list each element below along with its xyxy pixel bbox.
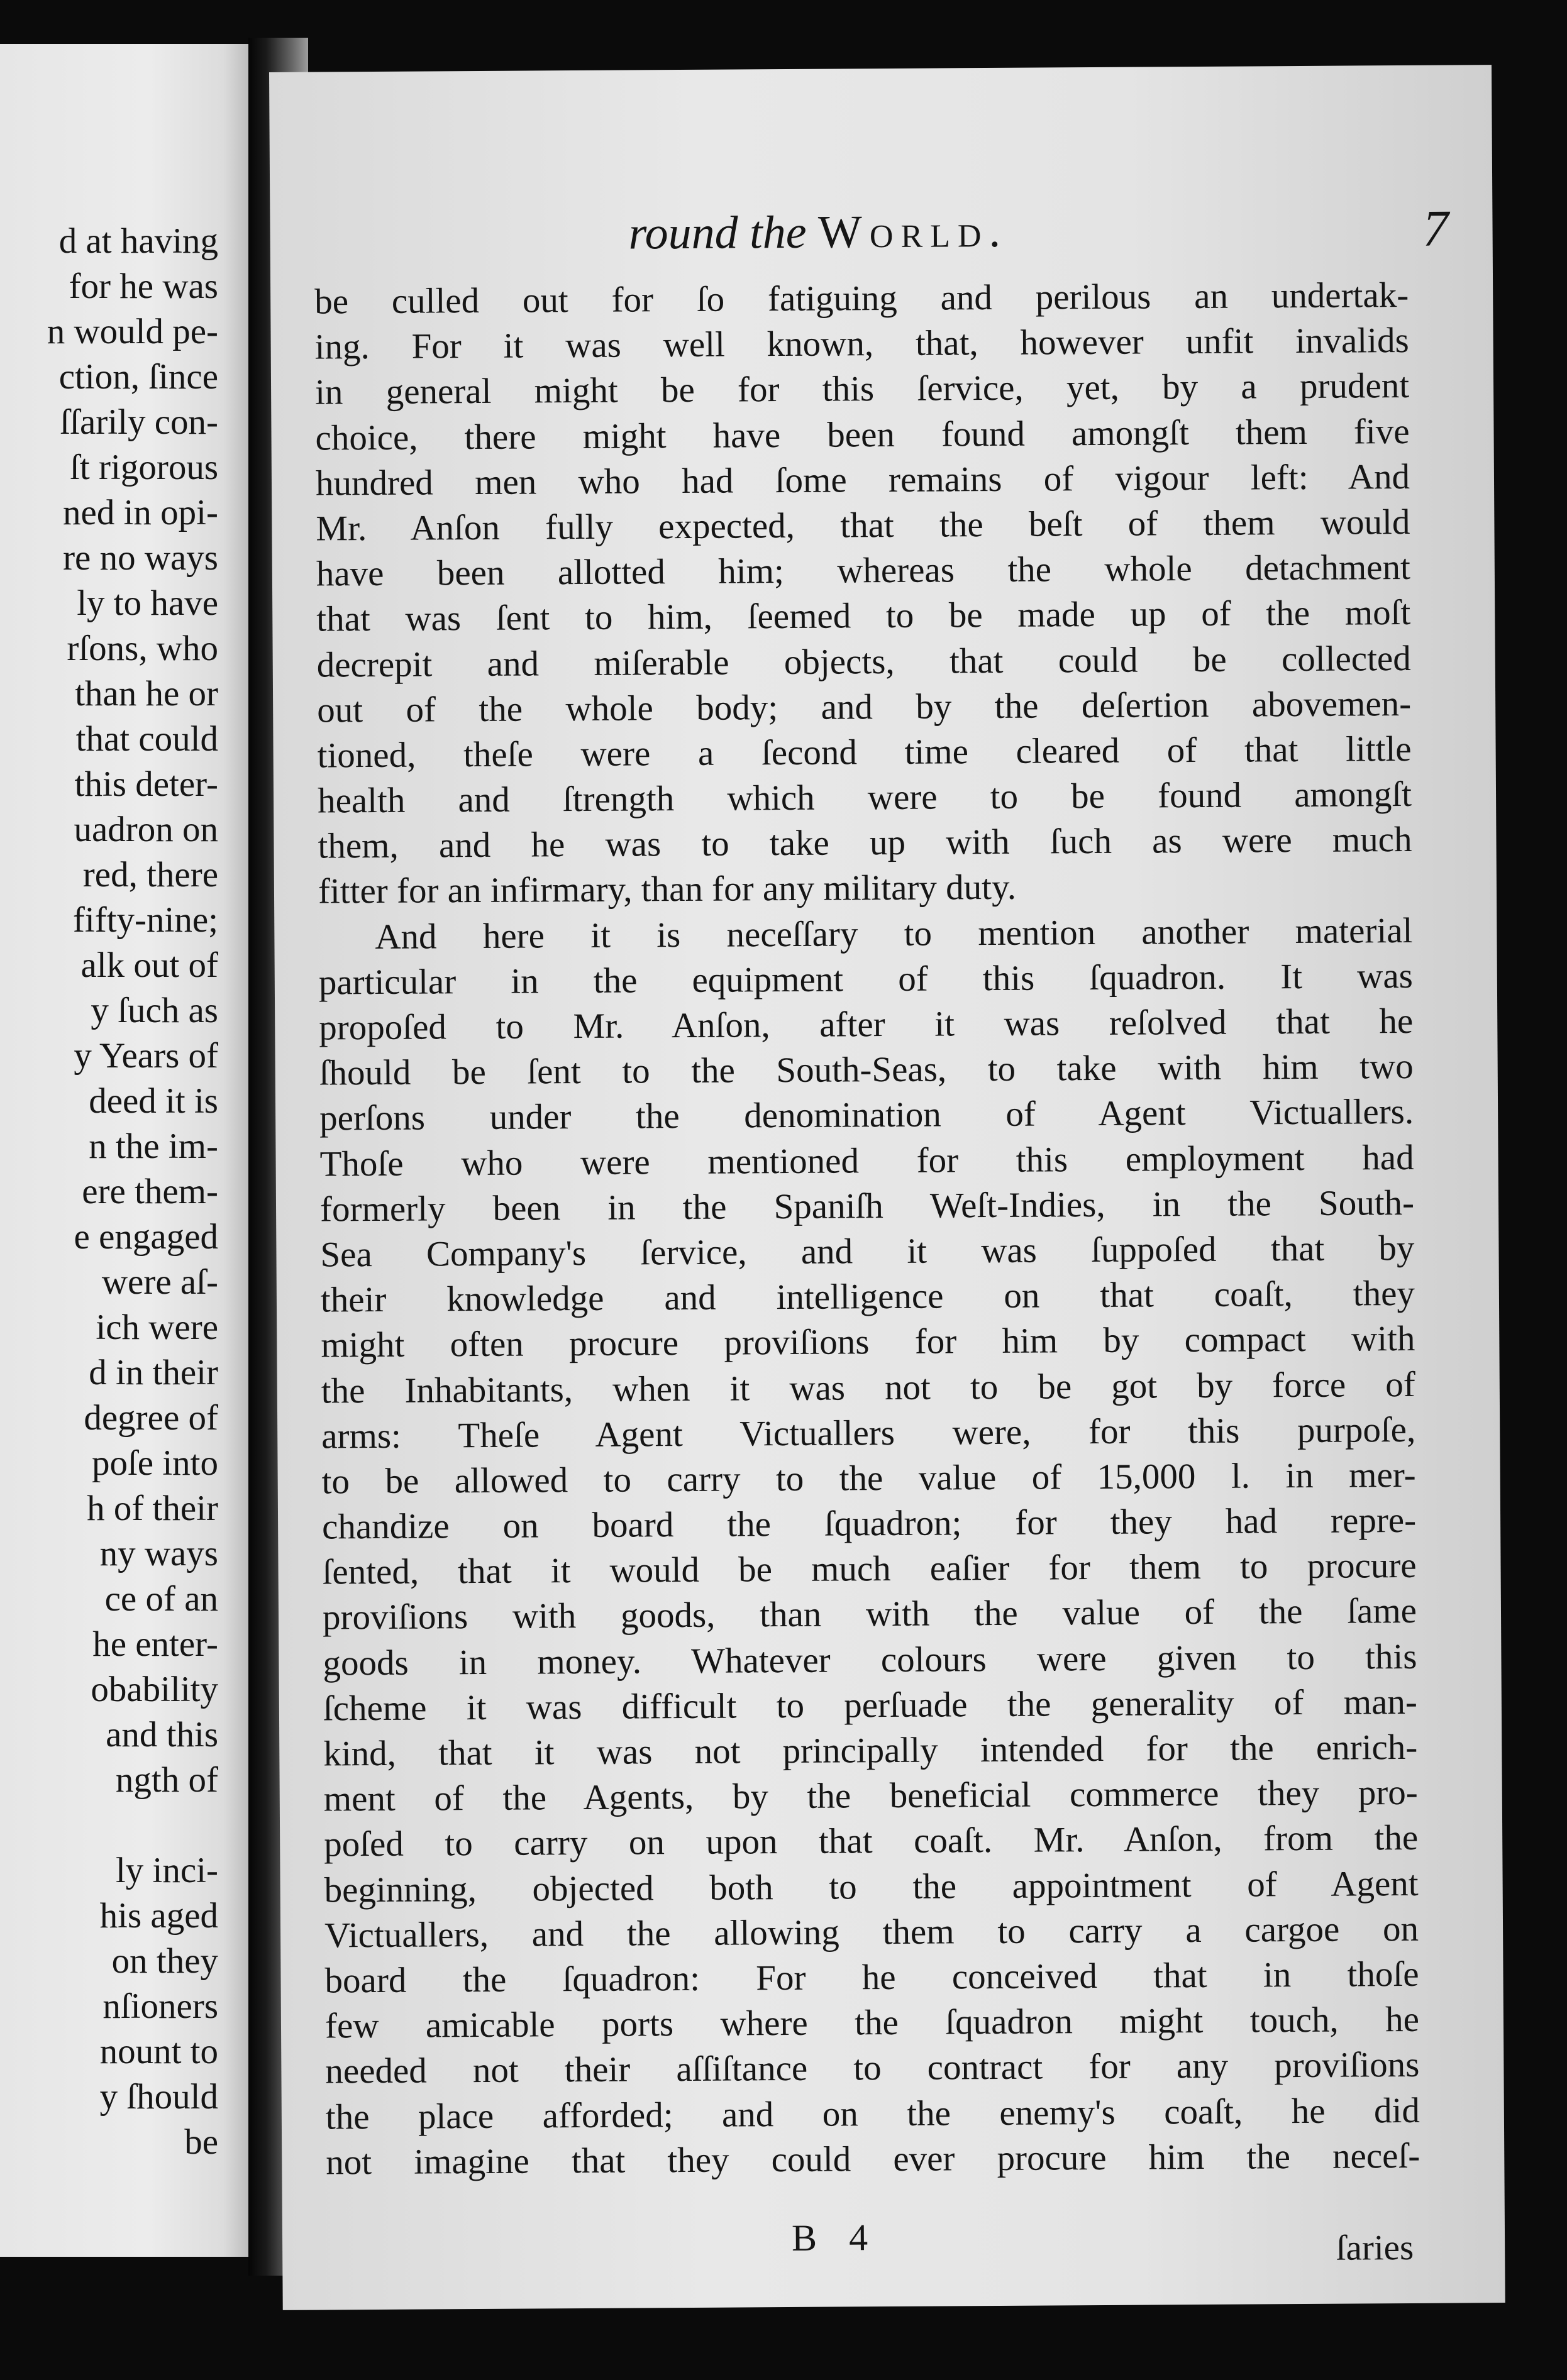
text-line: Victuallers, and the allowing them to carry a cargoe on	[324, 1909, 1419, 1956]
left-page-fragment: n the im-	[89, 1127, 218, 1166]
text-line: few amicable ports where the ſquadron might touch, he	[324, 2000, 1420, 2046]
text-line: choice, there might have been found amongſt them five	[315, 411, 1410, 458]
text-line: to be allowed to carry to the value of 15,000 l. in mer-	[321, 1455, 1416, 1502]
left-page-fragment: ction, ſince	[58, 357, 218, 397]
text-line: ſented, that it would be much eaſier for them to procure	[322, 1546, 1417, 1592]
left-page-fragment: y Years of	[74, 1036, 218, 1076]
left-page-fragment: this deter-	[74, 764, 218, 804]
left-page-fragment: y ſuch as	[91, 991, 218, 1030]
left-page-fragment: ny ways	[99, 1534, 218, 1573]
text-line: formerly been in the Spaniſh Weſt-Indies, in the South-	[319, 1182, 1415, 1230]
left-page-fragment: obability	[91, 1670, 218, 1709]
left-page-fragment: n would pe-	[47, 312, 218, 351]
left-page-fragment: ned in opi-	[63, 493, 218, 532]
left-page-fragment: uadron on	[74, 810, 218, 849]
left-page-fragment: rſons, who	[67, 629, 218, 668]
text-line: kind, that it was not principally intended for the enrich-	[323, 1727, 1418, 1774]
left-page-fragment: ſt rigorous	[70, 448, 218, 487]
running-head-italic: round the	[628, 206, 807, 260]
text-line: decrepit and miſerable objects, that could be collected	[316, 638, 1411, 685]
left-page-fragment: alk out of	[80, 945, 218, 985]
left-page-fragment: poſe into	[91, 1443, 218, 1483]
running-head	[628, 200, 1008, 265]
text-line: that was ſent to him, ſeemed to be made up of the moſt	[316, 593, 1411, 639]
text-line: the place afforded; and on the enemy's coaſt, he did	[325, 2090, 1420, 2137]
left-page-fragment: degree of	[84, 1398, 218, 1438]
text-line: ſhould be ſent to the South-Seas, to take with him two	[319, 1047, 1414, 1093]
text-line: in general might be for this ſervice, yet, by a prudent	[314, 366, 1410, 412]
text-line: out of the whole body; and by the deſertion abovemen-	[317, 683, 1412, 730]
text-line: Thoſe who were mentioned for this employment had	[319, 1137, 1414, 1184]
left-page-fragment: ere them-	[82, 1172, 218, 1211]
text-line: beginning, objected both to the appointment of Agent	[324, 1863, 1419, 1910]
left-page-fragment: and this	[106, 1715, 218, 1755]
text-line: have been allotted him; whereas the whole detachment	[316, 548, 1411, 594]
left-page-fragment: fifty-nine;	[72, 900, 218, 940]
left-page-fragment: that could	[75, 719, 218, 759]
left-page-fragment: on they	[111, 1941, 218, 1981]
body-text	[314, 273, 1420, 2185]
text-line: ſcheme it was difficult to perſuade the generality of man-	[323, 1682, 1418, 1729]
text-line: And here it is neceſſary to mention another material	[375, 910, 1413, 957]
left-page-fragment: than he or	[75, 674, 218, 713]
catchword: ſaries	[1336, 2227, 1414, 2268]
page-header	[270, 197, 1493, 273]
text-line: ing. For it was well known, that, however unfit invalids	[314, 321, 1409, 367]
text-line: board the ſquadron: For he conceived that in thoſe	[324, 1954, 1419, 2001]
left-page-fragment: re no ways	[63, 538, 218, 578]
right-page	[269, 65, 1505, 2310]
text-line: Mr. Anſon fully expected, that the beſt of them would	[316, 502, 1410, 549]
text-line: proviſions with goods, than with the value of the ſame	[322, 1591, 1417, 1638]
left-page-fragment: red, there	[82, 855, 218, 895]
left-page-fragment: ich were	[96, 1308, 218, 1347]
text-line: ment of the Agents, by the beneficial commerce they pro-	[323, 1773, 1418, 1819]
left-page-fragment: e engaged	[74, 1217, 218, 1257]
left-page-fragment: d in their	[89, 1353, 218, 1392]
left-page-fragment: ly to have	[77, 583, 218, 623]
page-number: 7	[1422, 199, 1449, 257]
text-line: propoſed to Mr. Anſon, after it was reſolved that he	[319, 1001, 1414, 1048]
text-line: health and ſtrength which were to be found amongſt	[317, 774, 1412, 821]
running-head-caps: World.	[817, 205, 1009, 258]
text-line: chandize on board the ſquadron; for they had repre-	[321, 1500, 1417, 1547]
left-page-fragment	[47, 1803, 218, 1848]
text-line: their knowledge and intelligence on that coaſt, they	[320, 1274, 1415, 1320]
left-page-fragment: were aſ-	[101, 1262, 218, 1302]
signature-mark: B 4	[791, 2217, 880, 2259]
left-page-fragment: his aged	[99, 1896, 218, 1936]
left-page-fragment: ngth of	[115, 1760, 218, 1800]
text-line: needed not their aſſiſtance to contract for any proviſions	[325, 2045, 1420, 2091]
left-page-fragment: ſſarily con-	[60, 402, 218, 442]
left-page-fragment: nount to	[99, 2032, 218, 2071]
left-page-fragment: y ſhould	[99, 2077, 218, 2117]
text-line: poſed to carry on upon that coaſt. Mr. Anſon, from the	[324, 1818, 1419, 1865]
left-page	[0, 44, 248, 2257]
left-page-fragment: be	[184, 2122, 218, 2162]
left-page-fragment: for he was	[69, 267, 218, 306]
left-page-fragment: ce of an	[104, 1579, 218, 1619]
left-page-text-fragments	[47, 219, 218, 2165]
text-line: might often procure proviſions for him by compact with	[321, 1319, 1415, 1365]
text-line: them, and he was to take up with ſuch as were much	[318, 820, 1412, 866]
text-line: tioned, theſe were a ſecond time cleared of that little	[317, 729, 1412, 776]
text-line: arms: Theſe Agent Victuallers were, for this purpoſe,	[321, 1409, 1416, 1457]
left-page-fragment: d at having	[58, 221, 218, 261]
text-line: perſons under the denomination of Agent Victuallers.	[319, 1092, 1414, 1138]
text-line: the Inhabitants, when it was not to be got by force of	[321, 1364, 1415, 1411]
text-line: hundred men who had ſome remains of vigour left: And	[315, 456, 1410, 504]
left-page-fragment: he enter-	[92, 1624, 218, 1664]
text-line: goods in money. Whatever colours were given to this	[323, 1636, 1417, 1683]
left-page-fragment: nſioners	[102, 1986, 218, 2026]
text-line: be culled out for ſo fatiguing and perilous an undertak-	[314, 275, 1409, 322]
text-line: Sea Company's ſervice, and it was ſuppoſed that by	[320, 1228, 1415, 1275]
text-line: particular in the equipment of this ſquadron. It was	[318, 956, 1414, 1003]
text-line: fitter for an infirmary, than for any military duty.	[318, 868, 1017, 912]
left-page-fragment: ly inci-	[115, 1851, 218, 1890]
left-page-fragment: h of their	[87, 1489, 218, 1528]
left-page-fragment: deed it is	[89, 1081, 218, 1121]
text-line: not imagine that they could ever procure him the neceſ-	[326, 2135, 1420, 2183]
page-footer	[282, 2208, 1505, 2273]
